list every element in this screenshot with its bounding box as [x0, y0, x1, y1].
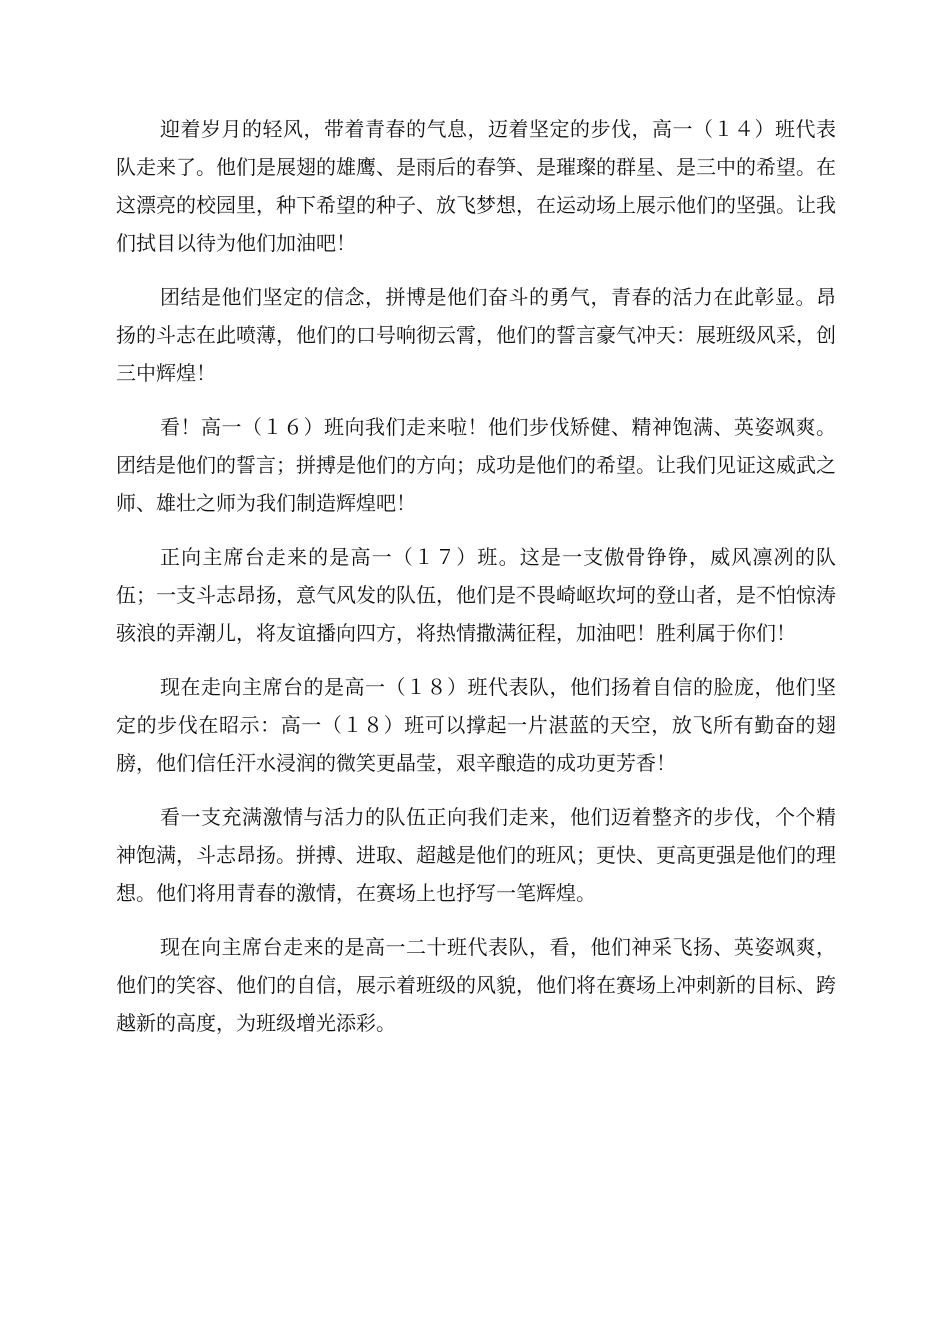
paragraph-class-14: 迎着岁月的轻风，带着青春的气息，迈着坚定的步伐，高一（１４）班代表队走来了。他们是展翅的雄鹰、是雨后的春笋、是璀璨的群星、是三中的希望。在这漂亮的校园里，种下希望的种子、放飞梦想，在运动场上展示他们的坚强。让我们拭目以待为他们加油吧！ — [116, 117, 836, 255]
paragraph-class-16: 看！高一（１６）班向我们走来啦！他们步伐矫健、精神饱满、英姿飒爽。团结是他们的誓言；拼搏是他们的方向；成功是他们的希望。让我们见证这威武之师、雄壮之师为我们制造辉煌吧！ — [116, 415, 836, 515]
document-page — [116, 110, 836, 1058]
paragraph-class-20: 现在向主席台走来的是高一二十班代表队，看，他们神采飞扬、英姿飒爽，他们的笑容、他们的自信，展示着班级的风貌，他们将在赛场上冲刺新的目标、跨越新的高度，为班级增光添彩。 — [116, 935, 836, 1035]
paragraph-energetic-team: 看一支充满激情与活力的队伍正向我们走来，他们迈着整齐的步伐，个个精神饱满，斗志昂扬。拼搏、进取、超越是他们的班风；更快、更高更强是他们的理想。他们将用青春的激情，在赛场上也抒写一笔辉煌。 — [116, 805, 836, 905]
paragraph-unity: 团结是他们坚定的信念，拼博是他们奋斗的勇气，青春的活力在此彰显。昂扬的斗志在此喷薄，他们的口号响彻云霄，他们的誓言豪气冲天：展班级风采，创三中辉煌！ — [116, 285, 836, 385]
paragraph-class-17: 正向主席台走来的是高一（１７）班。这是一支傲骨铮铮，威风凛冽的队伍；一支斗志昂扬，意气风发的队伍，他们是不畏崎岖坎坷的登山者，是不怕惊涛骇浪的弄潮儿，将友谊播向四方，将热情撒满征程，加油吧！胜利属于你们！ — [116, 545, 836, 645]
paragraph-class-18: 现在走向主席台的是高一（１８）班代表队，他们扬着自信的脸庞，他们坚定的步伐在昭示：高一（１８）班可以撑起一片湛蓝的天空，放飞所有勤奋的翅膀，他们信任汗水浸润的微笑更晶莹，艰辛酿造的成功更芳香！ — [116, 675, 836, 775]
